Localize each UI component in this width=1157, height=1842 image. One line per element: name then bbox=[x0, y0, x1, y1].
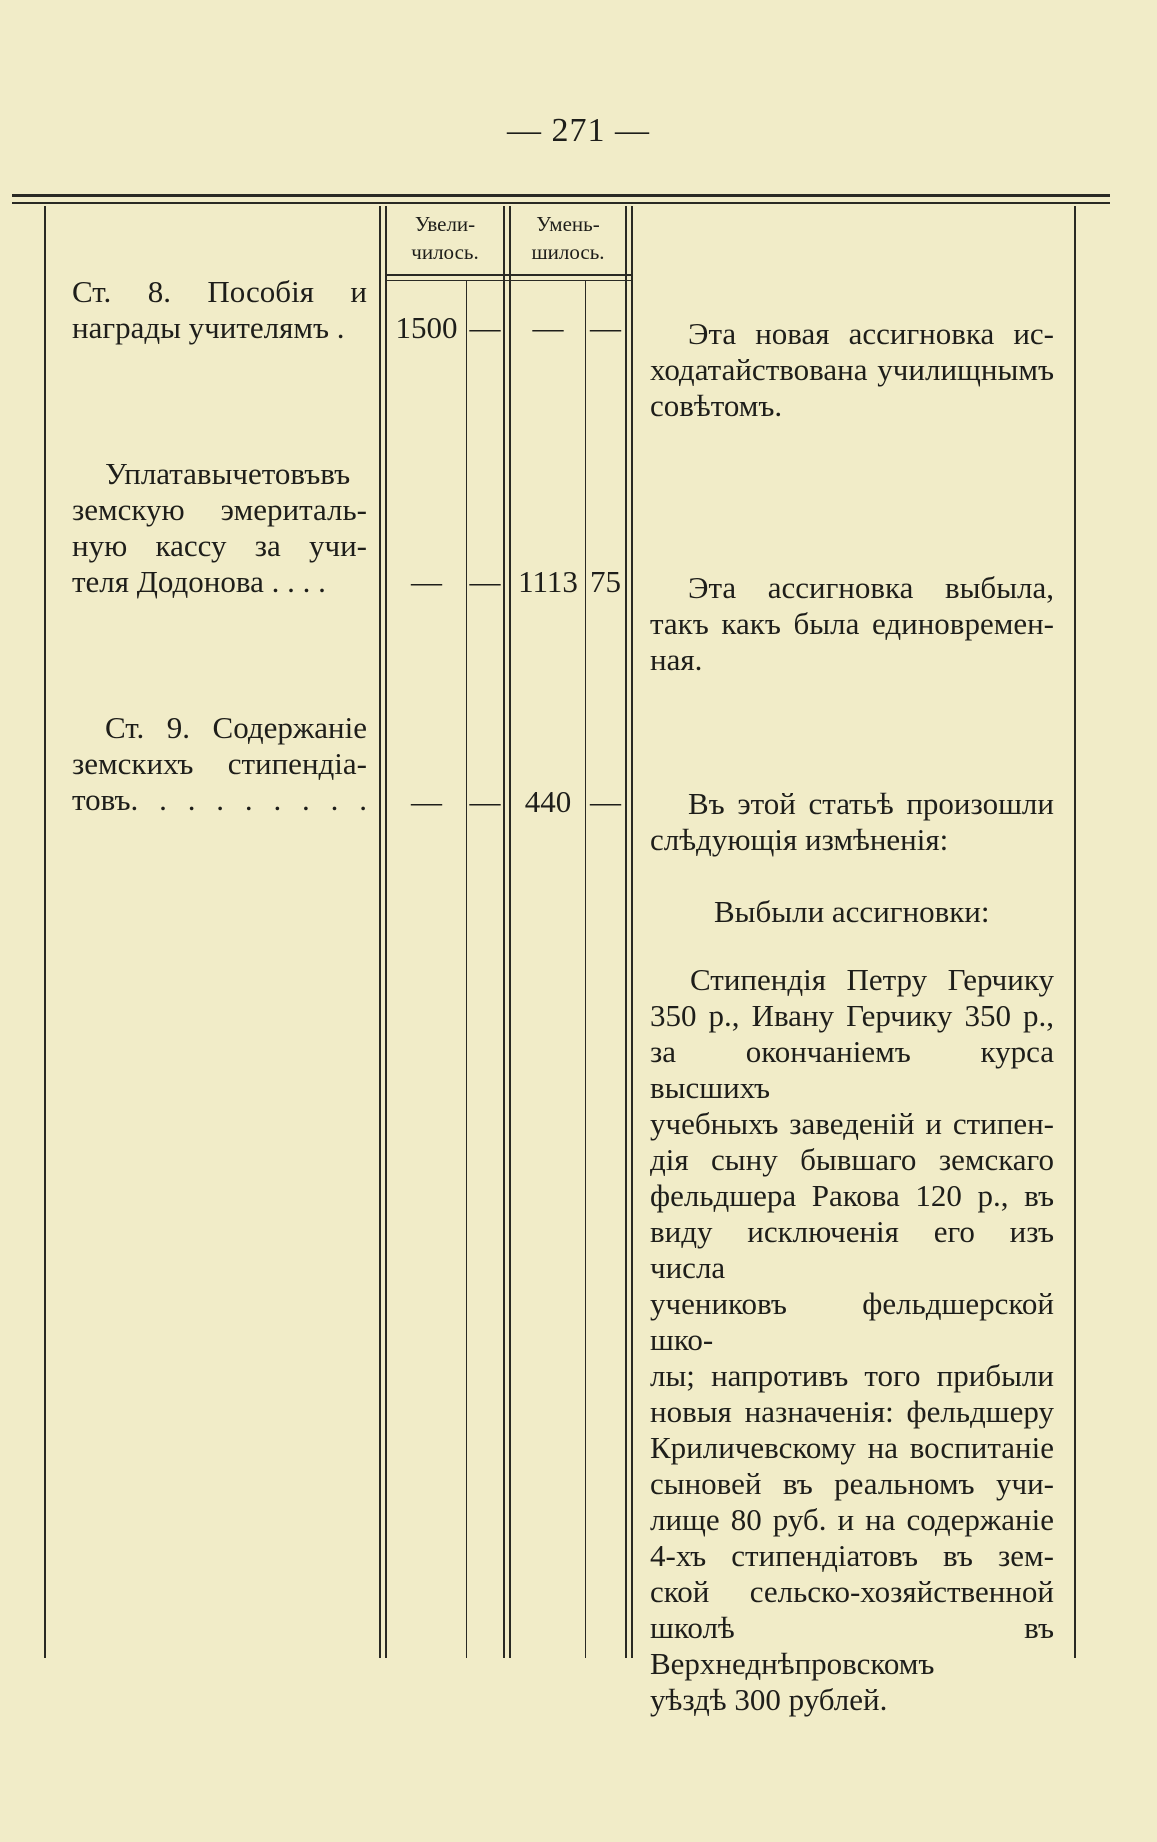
note-paragraph-line: 350 р., Ивану Герчику 350 р., bbox=[650, 998, 1054, 1033]
entry-1-decreased-kop: — bbox=[590, 310, 621, 345]
note-paragraph-line: дія сыну бывшаго земскаго bbox=[650, 1142, 1054, 1177]
entry-1-increased-rub: 1500 bbox=[395, 310, 458, 345]
entry-1-item-line-1: Ст. 8. Пособія и bbox=[72, 274, 367, 309]
entry-2-increased-kop: — bbox=[469, 564, 501, 599]
entry-3-item-line-1: Ст. 9. Содержаніе bbox=[105, 710, 367, 745]
column-line-increase-start-b bbox=[385, 206, 387, 1658]
entry-3-note-line-1: Въ этой статьѣ произошли bbox=[688, 786, 1054, 821]
entry-1-increased-kop: — bbox=[469, 310, 501, 345]
note-paragraph-line: учебныхъ заведеній и стипен- bbox=[650, 1106, 1054, 1141]
entry-2-note-line-3: ная. bbox=[650, 642, 703, 677]
entry-2-note-line-2: такъ какъ была единовремен- bbox=[650, 606, 1054, 641]
top-rule-thick bbox=[12, 194, 1110, 197]
note-paragraph-line: лы; напротивъ того прибыли bbox=[650, 1358, 1054, 1393]
column-line-increase-start-a bbox=[379, 206, 381, 1658]
note-paragraph-line: виду исключенія его изъ числа bbox=[650, 1214, 1054, 1285]
entry-2-note bbox=[650, 570, 1054, 678]
note-paragraph-line: новыя назначенія: фельдшеру bbox=[650, 1394, 1054, 1429]
column-line-right-border bbox=[1074, 206, 1076, 1658]
entry-1-note-line-3: совѣтомъ. bbox=[650, 388, 783, 423]
note-paragraph-line: лище 80 руб. и на содержаніе bbox=[650, 1502, 1054, 1537]
entry-3-item-line-2: земскихъ стипендіа- bbox=[72, 746, 367, 781]
entry-2-item bbox=[72, 456, 367, 600]
top-rule-thin bbox=[12, 202, 1110, 204]
entry-3-item-line-3: товъ. . . . . . . . . bbox=[72, 782, 367, 817]
entry-2-item-line-3: ную кассу за учи- bbox=[72, 528, 367, 563]
entry-3-increased-kop: — bbox=[469, 784, 501, 819]
entry-3-decreased-rub: 440 bbox=[524, 784, 572, 819]
entry-2-item-line-4: теля Додонова . . . . bbox=[72, 564, 326, 599]
note-paragraph-line: Криличевскому на воспитаніе bbox=[650, 1430, 1054, 1465]
entry-2-decreased-kop: 75 bbox=[590, 564, 621, 599]
column-line-note-start-b bbox=[631, 206, 633, 1658]
entry-2-decreased-rub: 1113 bbox=[518, 564, 578, 599]
entry-3-note-line-2: слѣдующія измѣненія: bbox=[650, 822, 949, 857]
note-subheading: Выбыли ассигновки: bbox=[714, 894, 990, 929]
note-paragraph-line: 4-хъ стипендіатовъ въ зем- bbox=[650, 1538, 1054, 1573]
note-paragraph-line: уѣздѣ 300 рублей. bbox=[650, 1682, 888, 1717]
page-number: — 271 — bbox=[507, 112, 650, 149]
entry-2-increased-rub: — bbox=[411, 564, 442, 599]
column-line-increase-kop bbox=[466, 280, 467, 1658]
entry-1-note-line-1: Эта новая ассигновка ис- bbox=[688, 316, 1054, 351]
entry-3-note bbox=[650, 786, 1054, 858]
entry-1-note bbox=[650, 316, 1054, 424]
header-increased: Увели- чилось. bbox=[411, 212, 479, 264]
entry-3-item bbox=[72, 710, 367, 818]
note-paragraph-line: фельдшера Ракова 120 р., въ bbox=[650, 1178, 1054, 1213]
note-paragraph-line: Стипендія Петру Герчику bbox=[690, 962, 1054, 997]
note-paragraph-line: ской сельско-хозяйственной bbox=[650, 1574, 1054, 1609]
entry-1-decreased-rub: — bbox=[532, 310, 564, 345]
note-paragraph-line: сыновей въ реальномъ учи- bbox=[650, 1466, 1054, 1501]
note-paragraph bbox=[650, 962, 1054, 1718]
entry-3-decreased-kop: — bbox=[590, 784, 621, 819]
note-paragraph-line: школѣ въ Верхнеднѣпровскомъ bbox=[650, 1610, 1054, 1681]
column-line-left-border bbox=[44, 206, 46, 1658]
column-line-decrease-kop bbox=[585, 280, 586, 1658]
header-rule-b bbox=[385, 280, 631, 281]
entry-2-item-line-2: земскую эмериталь- bbox=[72, 492, 367, 527]
entry-1-item bbox=[72, 274, 367, 346]
entry-1-item-line-2: награды учителямъ . bbox=[72, 310, 345, 345]
entry-2-item-line-1: Уплатавычетовъвъ bbox=[105, 456, 351, 491]
column-line-decrease-start-b bbox=[509, 206, 511, 1658]
column-line-decrease-start-a bbox=[503, 206, 505, 1658]
entry-2-note-line-1: Эта ассигновка выбыла, bbox=[688, 570, 1054, 605]
note-paragraph-line: учениковъ фельдшерской шко- bbox=[650, 1286, 1054, 1357]
header-decreased: Умень- шилось. bbox=[531, 212, 605, 264]
column-line-note-start-a bbox=[625, 206, 627, 1658]
header-rule-a bbox=[385, 274, 631, 276]
entry-3-increased-rub: — bbox=[411, 784, 442, 819]
note-paragraph-line: за окончаніемъ курса высшихъ bbox=[650, 1034, 1054, 1105]
entry-1-note-line-2: ходатайствована училищнымъ bbox=[650, 352, 1054, 387]
